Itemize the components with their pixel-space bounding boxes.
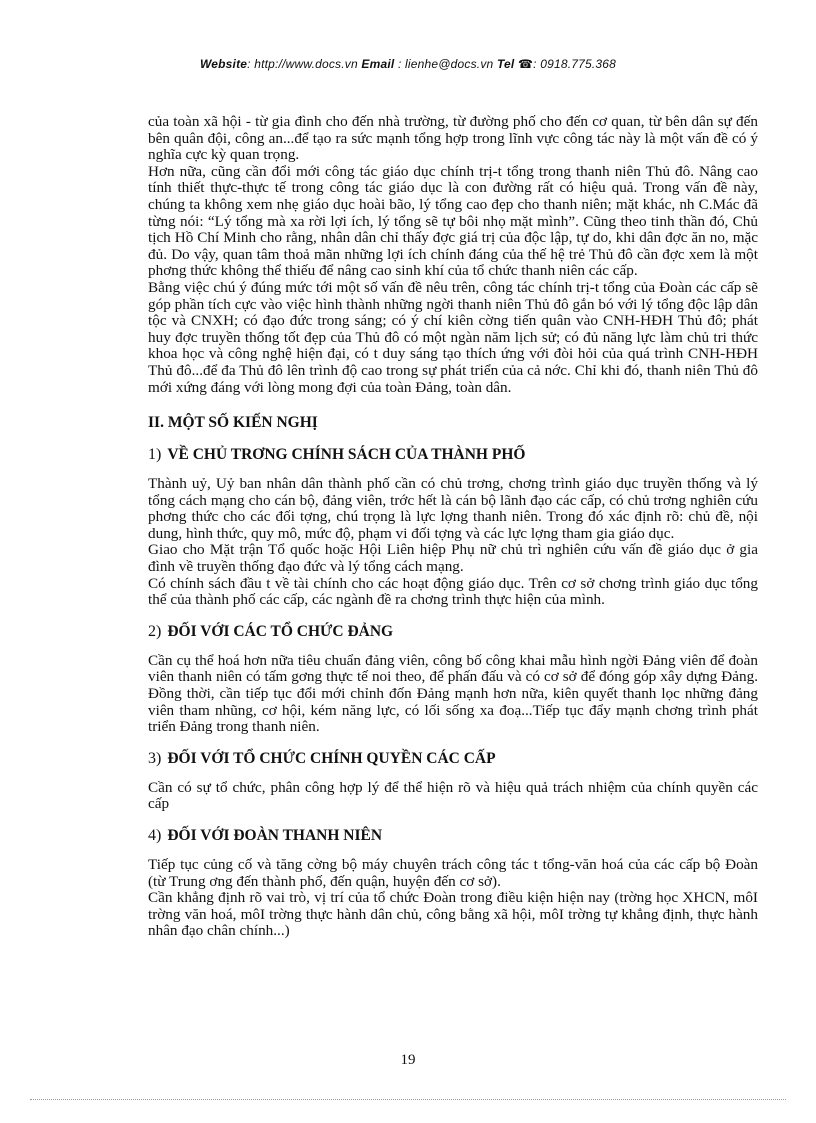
website-value: : http://www.docs.vn: [247, 57, 358, 71]
subsection-title: ĐỐI VỚI TỔ CHỨC CHÍNH QUYỀN CÁC CẤP: [167, 749, 496, 767]
subsection-heading: [148, 750, 758, 768]
section-heading: II. MỘT SỐ KIẾN NGHỊ: [148, 414, 318, 432]
document-body: [148, 114, 758, 940]
subsection-number: 3): [148, 749, 162, 767]
paragraph: Hơn nữa, cũng cần đổi mới công tác giáo dục chính trị-t tổng trong thanh niên Thủ đô. Nâng cao tính thiết thực-thực tế trong công tác giáo dục là con đường rất có hiệu quả. Trong vấn đề này, chúng ta không xem nhẹ giáo dục hoài bão, lý tổng cao đẹp cho thanh niên; mặt khác, nh C.Mác đã từng nói: “Lý tổng mà xa rời lợi ích, lý tổng sẽ tự bôi nhọ mặt mình”. Cũng theo tinh thần đó, Chủ tịch Hồ Chí Minh cho rằng, nhân dân chỉ thấy đợc giá trị của độc lập, tự do, khi dân đợc ăn no, mặc đủ. Do vậy, quan tâm thoả mãn những lợi ích chính đáng của thế hệ trẻ Thủ đô cần đợc xem là một phơng thức không thể thiếu để nâng cao sinh khí của tổ chức thanh niên các cấp.: [148, 162, 758, 280]
paragraph: Cần cụ thể hoá hơn nữa tiêu chuẩn đảng viên, công bố công khai mẫu hình ngời Đảng viên để đoàn viên thanh niên có tấm gơng thực tế noi theo, để phấn đấu và có cơ sở để đóng góp xây dựng Đảng. Đồng thời, cần tiếp tục đổi mới chỉnh đốn Đảng mạnh hơn nữa, kiên quyết thanh lọc những đảng viên tham nhũng, cơ hội, kém năng lực, có lối sống xa đoạ...Tiếp tục đẩy mạnh chơng trình phát triển Đảng trong thanh niên.: [148, 651, 758, 736]
website-label: Website: [199, 57, 248, 71]
subsection-heading: [148, 446, 758, 464]
subsection-title: VỀ CHỦ TRƠNG CHÍNH SÁCH CỦA THÀNH PHỐ: [167, 446, 526, 464]
tel-label: Tel: [496, 57, 515, 71]
paragraph: Thành uỷ, Uỷ ban nhân dân thành phố cần có chủ trơng, chơng trình giáo dục truyền thống và lý tổng cách mạng cho cán bộ, đảng viên, trớc hết là cán bộ lãnh đạo các cấp, có chủ trơng nghiên cứu phơng thức cho các đối tợng, chú trọng là lực lợng thanh niên. Trong đó xác định rõ: chủ đề, nội dung, hình thức, quy mô, mức độ, phạm vi đối tợng và các lực lợng tham gia giáo dục.: [148, 475, 758, 542]
paragraph: Cần có sự tổ chức, phân công hợp lý để thể hiện rõ và hiệu quả trách nhiệm của chính quyền các cấp: [148, 778, 758, 813]
paragraph: của toàn xã hội - từ gia đình cho đến nhà trường, từ đường phố cho đến cơ quan, từ bên dân sự đến bên quân đội, công an...để tạo ra sức mạnh tổng hợp trong lĩnh vực công tác này là một vấn đề có ý nghĩa cực kỳ quan trọng.: [148, 113, 758, 164]
email-value: : lienhe@docs.vn: [397, 57, 494, 71]
subsection-number: 2): [148, 622, 162, 640]
phone-icon: ☎: [518, 57, 534, 71]
subsection-title: ĐỐI VỚI CÁC TỔ CHỨC ĐẢNG: [167, 622, 394, 640]
paragraph: Có chính sách đầu t về tài chính cho các hoạt động giáo dục. Trên cơ sở chơng trình giáo dục tổng thể của thành phố các cấp, các ngành đề ra chơng trình thực hiện của mình.: [148, 574, 758, 609]
subsection-number: 1): [148, 446, 162, 464]
paragraph: Tiếp tục củng cố và tăng cờng bộ máy chuyên trách công tác t tổng-văn hoá của các cấp bộ Đoàn (từ Trung ơng đến thành phố, đến quận, huyện đến cơ sở).: [148, 856, 758, 890]
paragraph: Cần khẳng định rõ vai trò, vị trí của tổ chức Đoàn trong điều kiện hiện nay (trờng học XHCN, môI trờng văn hoá, môI trờng thực hành dân chủ, công bằng xã hội, môI trờng tự khẳng định, thực hành nhân đạo chân chính...): [148, 889, 758, 940]
subsection-number: 4): [148, 827, 162, 844]
page-number: 19: [400, 1052, 416, 1068]
subsection-title: ĐỐI VỚI ĐOÀN THANH NIÊN: [167, 827, 383, 844]
page-header: [0, 57, 816, 71]
subsection-heading: [148, 827, 758, 845]
footer-divider: [30, 1099, 786, 1100]
paragraph: Bằng việc chú ý đúng mức tới một số vấn đề nêu trên, công tác chính trị-t tổng của Đoàn các cấp sẽ góp phần tích cực vào việc hình thành những ngời thanh niên Thủ đô gắn bó với lý tổng độc lập dân tộc và CNXH; có đạo đức trong sáng; có ý chí kiên cờng tiến quân vào CNH-HĐH Thủ đô; phát huy đợc truyền thống tốt đẹp của Thủ đô có một ngàn năm lịch sử; có đủ năng lực làm chủ tri thức khoa học và công nghệ hiện đại, có t duy sáng tạo thích ứng với đòi hỏi của quá trình CNH-HĐH Thủ đô...để đa Thủ đô lên trình độ cao trong sự phát triển của cả nớc. Chỉ khi đó, thanh niên Thủ đô mới xứng đáng với lòng mong đợi của toàn Đảng, toàn dân.: [148, 278, 758, 396]
subsection-heading: [148, 623, 758, 641]
tel-value: : 0918.775.368: [533, 57, 617, 71]
paragraph: Giao cho Mặt trận Tổ quốc hoặc Hội Liên hiệp Phụ nữ chủ trì nghiên cứu vấn đề giáo dục ở gia đình về truyền thống đạo đức và lý tổng cách mạng.: [148, 541, 758, 576]
email-label: Email: [361, 57, 395, 71]
